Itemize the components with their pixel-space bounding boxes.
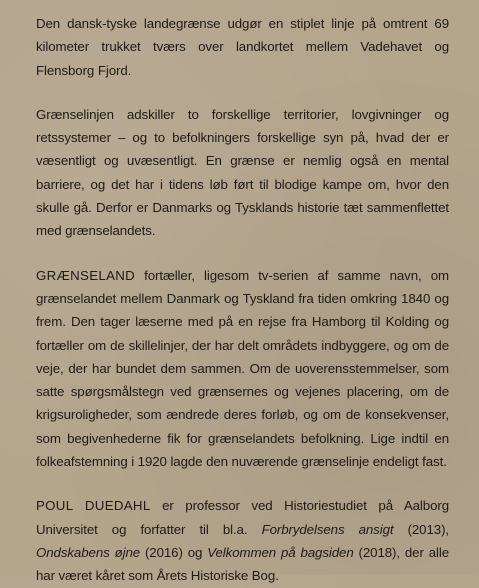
border-paragraph: Grænselinjen adskiller to forskellige territorier, lovgivninger og retssystemer – og to befolkningers forskellige syn på, hvad der er væsentligt og uvæsentligt. En grænse er nemlig også en mental barriere, og det har i tidens løb ført til blodige kampe om, hvor den skulle gå. Derfor er Danmarks og Tysklands historie tæt sammenflettet med grænselandets. — [36, 106, 449, 239]
author-text-1: er professor ved Historiestudiet på Aalborg Universitet og forfatter til bl.a. — [36, 498, 449, 537]
author-text-2: (2013), — [393, 521, 449, 537]
book-title-3: Velkommen på bagsiden — [207, 544, 354, 560]
author-text-4: (2018), der alle har været kåret som Årets Historiske Bog. — [36, 544, 450, 584]
book-description-text: fortæller, ligesom tv-serien af samme navn, om grænselandet mellem Danmark og Tyskland fra tiden omkring 1840 og frem. Den tager læserne med på en rejse fra Hamborg til Kolding og fortæller om de skillelinjer, der har delt områdets indbyggere, og om de veje, der har bundet dem sammen. Om de uoverensstemmelser, som satte spørgsmålstegn ved grænsernes og vejenes placering, om de krigsuroligheder, som ændrede deres forløb, og om de konsekvenser, som begivenhederne fik for grænselandets befolkning. Lige indtil en folkeafstemning i 1920 lagde den nuværende grænselinje endeligt fast. — [36, 267, 449, 470]
book-title-2: Ondskabens øjne — [36, 544, 141, 560]
intro-paragraph: Den dansk-tyske landegrænse udgør en stiplet linje på omtrent 69 kilometer trukket tværs over landkortet mellem Vadehavet og Flensborg Fjord. — [36, 16, 449, 78]
book-description-paragraph — [36, 264, 449, 474]
author-name: POUL DUEDAHL — [36, 498, 151, 514]
author-paragraph — [36, 494, 449, 587]
author-text-3: (2016) og — [140, 544, 208, 560]
book-title: GRÆNSELAND — [36, 267, 136, 283]
book-title-1: Forbrydelsens ansigt — [261, 521, 394, 537]
